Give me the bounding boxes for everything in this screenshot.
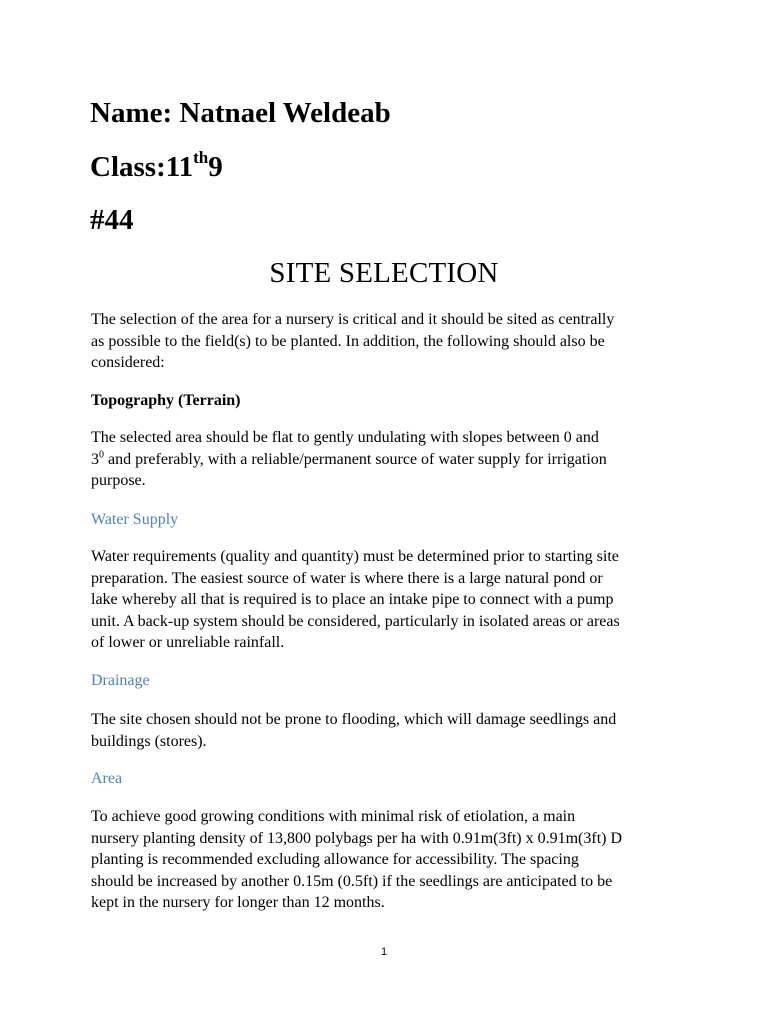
text-line: The selected area should be flat to gently undulating with slopes between 0 and — [91, 429, 599, 446]
text-line: of lower or unreliable rainfall. — [91, 634, 285, 651]
page-number: 1 — [380, 946, 388, 958]
text-line: considered: — [91, 354, 165, 371]
text-line: nursery planting density of 13,800 polybags per ha with 0.91m(3ft) x 0.91m(3ft) D — [91, 829, 623, 847]
water-supply-heading: Water Supply — [91, 511, 179, 528]
drainage-heading: Drainage — [91, 672, 150, 689]
text-line-rest: and preferably, with a reliable/permanent source of water supply for irrigation — [104, 450, 607, 468]
text-line: kept in the nursery for longer than 12 months. — [91, 894, 385, 911]
text-line: lake whereby all that is required is to place an intake pipe to connect with a pump — [91, 591, 614, 608]
text-line: preparation. The easiest source of water is where there is a large natural pond or — [91, 569, 603, 587]
water-supply-paragraph — [91, 546, 691, 654]
drainage-paragraph — [91, 709, 691, 752]
topography-heading: Topography (Terrain) — [91, 392, 241, 409]
text-line: The site chosen should not be prone to flooding, which will damage seedlings and — [91, 711, 617, 728]
student-number: #44 — [90, 204, 134, 236]
text-line: Water requirements (quality and quantity) must be determined prior to starting site — [91, 548, 619, 565]
text-line: planting is recommended excluding allowance for accessibility. The spacing — [91, 851, 579, 868]
text-line — [91, 449, 691, 471]
degree-superscript: 0 — [99, 449, 104, 461]
topography-paragraph — [91, 427, 691, 492]
page-title: SITE SELECTION — [269, 257, 499, 289]
student-name: Name: Natnael Weldeab — [90, 97, 391, 129]
class-prefix: Class:11 — [90, 151, 194, 183]
slope-value: 3 — [91, 450, 99, 468]
text-line: unit. A back-up system should be considered, particularly in isolated areas or areas — [91, 612, 620, 630]
text-line: purpose. — [91, 472, 146, 489]
area-heading: Area — [91, 770, 123, 787]
text-line: as possible to the field(s) to be planted. In addition, the following should also be — [91, 332, 605, 350]
area-paragraph — [91, 806, 691, 914]
text-line: should be increased by another 0.15m (0.5ft) if the seedlings are anticipated to be — [91, 872, 613, 890]
class-superscript: th — [193, 148, 209, 168]
text-line: The selection of the area for a nursery is critical and it should be sited as centrally — [91, 311, 615, 328]
class-suffix: 9 — [208, 151, 223, 183]
intro-paragraph — [91, 309, 691, 374]
student-class — [90, 150, 223, 184]
text-line: buildings (stores). — [91, 732, 207, 750]
text-line: To achieve good growing conditions with minimal risk of etiolation, a main — [91, 808, 576, 825]
